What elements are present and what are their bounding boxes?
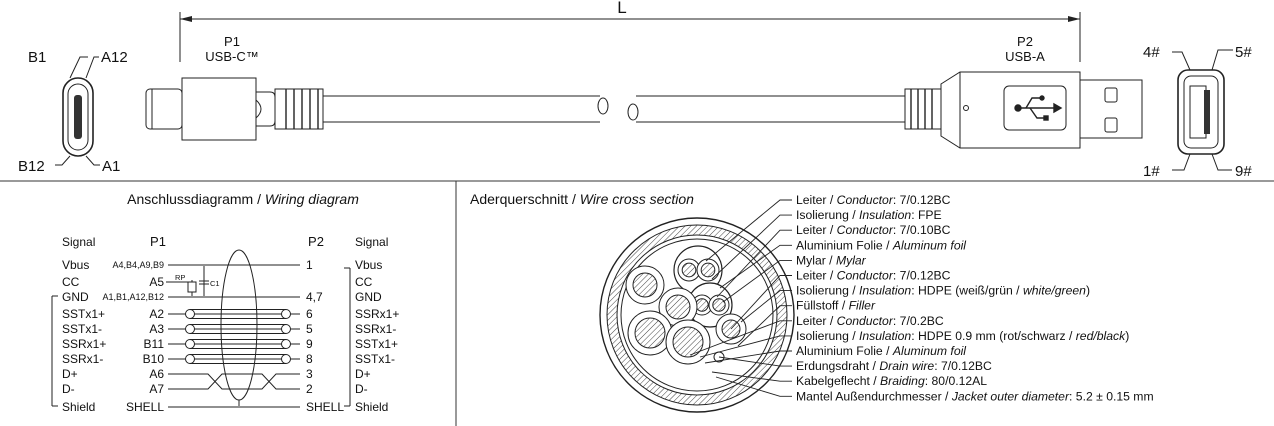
wiring-p2-pin: 9 (306, 337, 313, 351)
wiring-p1-pin: B11 (143, 337, 164, 351)
twisted-pair-end (282, 340, 291, 349)
wiring-title: Anschlussdiagramm / Wiring diagram (127, 191, 359, 207)
usbc-pin-b1: B1 (28, 49, 47, 66)
twisted-pair-end (282, 325, 291, 334)
cross-section-label: Aluminium Folie / Aluminum foil (796, 344, 967, 358)
twisted-pair-end (186, 310, 195, 319)
wiring-signal-right: SSTx1+ (355, 337, 399, 351)
twisted-pair-end (186, 325, 195, 334)
cross-section-label: Kabelgeflecht / Braiding: 80/0.12AL (796, 374, 988, 389)
wiring-row (62, 352, 395, 366)
cross-section-label: Leiter / Conductor: 7/0.10BC (796, 223, 951, 238)
wiring-p2-pin: 4,7 (306, 290, 323, 304)
wiring-p1-pin: A4,B4,A9,B9 (112, 260, 164, 270)
wiring-signal-left: SSTx1- (62, 322, 103, 336)
length-dimension (180, 0, 1080, 62)
wiring-header-p1: P1 (150, 234, 166, 249)
p1-name: P1 (224, 34, 240, 49)
cable-body (323, 96, 905, 122)
wiring-p1-pin: A7 (149, 382, 164, 396)
wiring-row (62, 367, 371, 389)
wiring-signal-right: GND (355, 290, 382, 304)
wiring-p2-pin: 1 (306, 258, 313, 272)
cross-section-label: Leiter / Conductor: 7/0.12BC (796, 268, 951, 283)
wiring-p2-pin: 6 (306, 307, 313, 321)
wiring-row (62, 374, 368, 396)
wiring-signal-left: D- (62, 382, 75, 396)
wiring-row (62, 322, 396, 336)
usbc-end-view (18, 49, 128, 175)
wire-conductor (673, 327, 703, 357)
wiring-signal-right: CC (355, 275, 373, 289)
cross-section-label: Isolierung / Insulation: FPE (796, 208, 942, 223)
cross-section-label: Leiter / Conductor: 7/0.2BC (796, 313, 944, 328)
wire-conductor (682, 263, 696, 277)
wiring-signal-left: CC (62, 275, 80, 289)
wiring-signal-left: SSRx1+ (62, 337, 107, 351)
wiring-row (62, 337, 398, 351)
wiring-p1-pin: B10 (142, 352, 164, 366)
cross-section-drawing (600, 218, 794, 412)
wire-conductor (696, 299, 708, 311)
usba-pin-9: 9# (1235, 163, 1252, 180)
cross-section-title: Aderquerschnitt / Wire cross section (470, 191, 694, 207)
wiring-header-signal-right: Signal (355, 235, 389, 249)
cross-section-label: Isolierung / Insulation: HDPE (weiß/grün / white/green) (796, 283, 1091, 298)
cross-section-label: Leiter / Conductor: 7/0.12BC (796, 193, 951, 207)
wiring-signal-right: Vbus (355, 258, 383, 272)
wire-line (168, 374, 300, 389)
wiring-header-p2: P2 (308, 234, 324, 249)
wiring-p2-pin: 8 (306, 352, 313, 366)
wiring-signal-right: D- (355, 382, 368, 396)
wiring-p2-pin: SHELL (306, 400, 345, 414)
rp-label: RP (175, 273, 186, 282)
usbc-connector (146, 78, 323, 140)
wire-conductor (713, 299, 725, 311)
cross-section-label: Isolierung / Insulation: HDPE 0.9 mm (rot/schwarz / red/black) (796, 328, 1130, 343)
wiring-p1-pin: A6 (149, 367, 164, 381)
wiring-signal-left: D+ (62, 367, 78, 381)
twisted-pair-end (186, 355, 195, 364)
wiring-signal-right: SSTx1- (355, 352, 396, 366)
wire-cross-section (470, 191, 1154, 412)
wiring-p1-pin: A2 (149, 307, 164, 321)
c1-label: C1 (210, 279, 220, 288)
wiring-row (62, 258, 382, 272)
cross-section-label: Mantel Außendurchmesser / Jacket outer diameter: 5.2 ± 0.15 mm (796, 389, 1154, 404)
usba-end-view (1143, 44, 1252, 180)
wiring-signal-left: SSTx1+ (62, 307, 106, 321)
wire-conductor (666, 295, 690, 319)
cross-section-label: Erdungsdraht / Drain wire: 7/0.12BC (796, 359, 992, 374)
wiring-signal-right: D+ (355, 367, 371, 381)
usb-icon (1015, 96, 1061, 120)
usba-connector (905, 72, 1142, 148)
wire-line (168, 374, 300, 389)
wiring-diagram (52, 191, 399, 414)
wiring-signal-right: Shield (355, 400, 389, 414)
twisted-pair-end (282, 355, 291, 364)
usbc-pin-b12: B12 (18, 158, 45, 175)
wiring-p1-pin: A5 (149, 275, 164, 289)
usbc-pin-a1: A1 (102, 158, 121, 175)
wiring-p1-pin: A3 (149, 322, 164, 336)
wiring-row (62, 307, 399, 321)
wiring-signal-left: GND (62, 290, 89, 304)
wiring-p1-pin: A1,B1,A12,B12 (102, 292, 164, 302)
wiring-signal-right: SSRx1+ (355, 307, 400, 321)
twisted-pair-end (282, 310, 291, 319)
usba-pin-5: 5# (1235, 44, 1252, 61)
usba-pin-1: 1# (1143, 163, 1160, 180)
usba-pin-4: 4# (1143, 44, 1160, 61)
wire-conductor (635, 318, 665, 348)
cross-section-label: Füllstoff / Filler (796, 298, 876, 313)
twisted-pair-end (186, 340, 195, 349)
cross-section-label: Mylar / Mylar (796, 253, 866, 268)
wiring-row (62, 400, 388, 414)
wiring-signal-left: Vbus (62, 258, 90, 272)
wire-conductor (701, 263, 715, 277)
wiring-p2-pin: 3 (306, 367, 313, 381)
wiring-p2-pin: 2 (306, 382, 313, 396)
p2-name: P2 (1017, 34, 1033, 49)
wiring-p2-pin: 5 (306, 322, 313, 336)
p1-type: USB-C™ (205, 49, 259, 64)
usbc-pin-a12: A12 (101, 49, 128, 66)
p2-type: USB-A (1005, 49, 1045, 64)
wiring-header-signal-left: Signal (62, 235, 96, 249)
cross-section-label: Aluminium Folie / Aluminum foil (796, 238, 967, 253)
wiring-signal-right: SSRx1- (355, 322, 397, 336)
wire-conductor (633, 273, 657, 297)
length-label: L (617, 0, 627, 17)
wiring-signal-left: SSRx1- (62, 352, 104, 366)
wiring-signal-left: Shield (62, 400, 96, 414)
wiring-p1-pin: SHELL (125, 400, 164, 414)
